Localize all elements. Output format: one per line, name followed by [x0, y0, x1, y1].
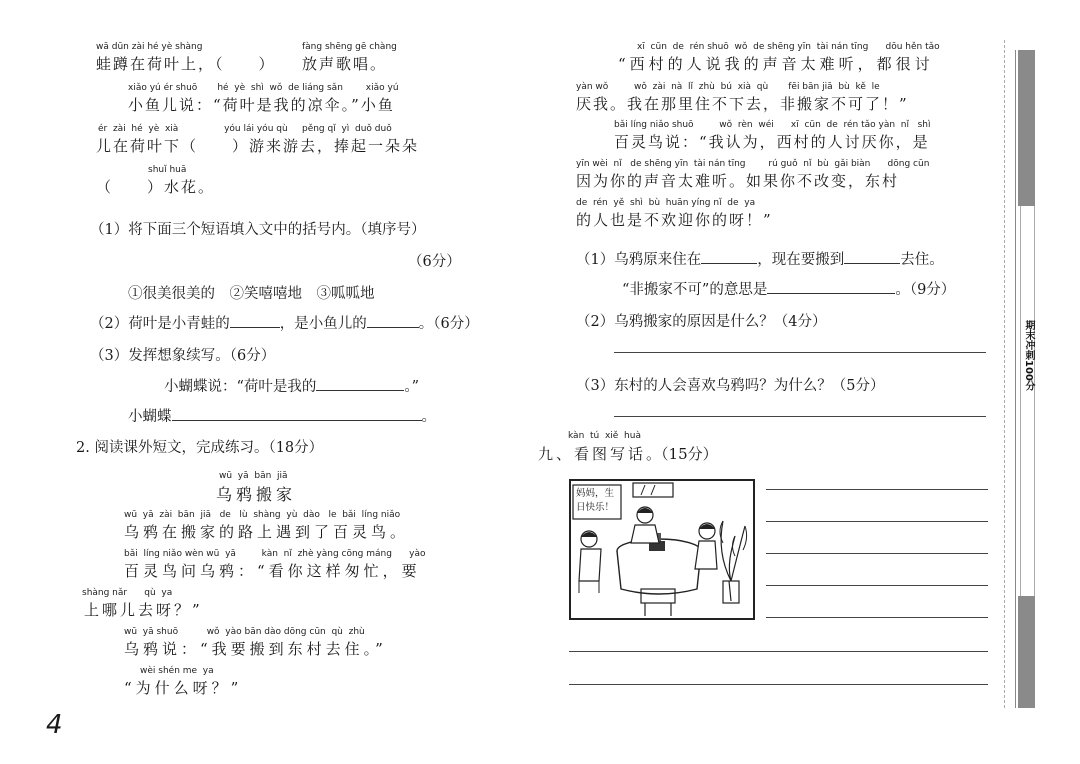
question-2	[90, 312, 479, 333]
pinyin-line: shuǐ huā	[148, 165, 187, 175]
pinyin-line: wū yā shuō wǒ yào bān dào dōng cūn qù zhù	[124, 627, 365, 637]
text-line: 百灵鸟说：“我认为，西村的人讨厌你，是	[614, 133, 930, 151]
pinyin-line: ér zài hé yè xià yóu lái yóu qù pěng qǐ yì duǒ duǒ	[98, 124, 392, 134]
butterfly-line-2	[128, 405, 436, 426]
question-1-score: （6分）	[408, 254, 461, 270]
story-title: 乌鸦搬家	[216, 485, 297, 504]
section-9-title: 看图写话	[574, 445, 647, 463]
text-line: 儿在荷叶下（ ）游来游去，捧起一朵朵	[96, 137, 420, 155]
sidebar-bar-top	[1018, 50, 1035, 206]
section-9-number: 九、	[538, 445, 575, 463]
section-9-heading	[538, 443, 718, 464]
writing-line[interactable]	[766, 489, 988, 490]
pinyin-line: yàn wǒ wǒ zài nà lǐ zhù bú xià qù fēi bān jiā bù kě le	[576, 82, 880, 92]
text-line: “西村的人说我的声音太难听，都很讨	[618, 55, 934, 73]
pinyin-line: wā dūn zài hé yè shàng	[96, 42, 203, 52]
pinyin-line: de rén yě shì bù huān yíng nǐ de ya	[576, 198, 756, 208]
question-2-text-c: 。（6分）	[418, 316, 479, 332]
writing-line[interactable]	[766, 553, 988, 554]
pinyin-line: xiǎo yú ér shuō hé yè shì wǒ de liáng sǎn xiǎo yú	[128, 83, 399, 93]
writing-line[interactable]	[766, 585, 988, 586]
butterfly-text-b: 。”	[404, 379, 420, 395]
pinyin-line: fàng shēng gē chàng	[302, 42, 397, 52]
right-question-3: （3）东村的人会喜欢乌鸦吗？为什么？（5分）	[576, 378, 885, 394]
right-q1-text-e: 。（9分）	[895, 282, 956, 298]
answer-blank[interactable]	[172, 408, 422, 421]
right-q1-text-d: “非搬家不可”的意思是	[622, 282, 768, 298]
birthday-sign: 妈妈，生日快乐！	[576, 488, 615, 513]
options: ①很美很美的 ②笑嘻嘻地 ③呱呱地	[128, 286, 375, 302]
section-9-score: 。（15分）	[646, 445, 718, 463]
section-2-heading: 2. 阅读课外短文，完成练习。（18分）	[76, 440, 324, 456]
answer-blank[interactable]	[316, 378, 404, 391]
pinyin-line: wèi shén me ya	[140, 666, 214, 676]
answer-blank[interactable]	[844, 251, 900, 264]
answer-line[interactable]	[614, 416, 986, 417]
answer-blank[interactable]	[701, 251, 757, 264]
sidebar-title: 期末冲刺100分	[1023, 320, 1034, 391]
writing-line[interactable]	[569, 684, 988, 685]
pinyin-line: bǎi líng niǎo wèn wū yā kàn nǐ zhè yàng cōng máng yào	[124, 549, 426, 559]
text-line: “为什么呀？”	[124, 679, 243, 697]
answer-line[interactable]	[614, 352, 986, 353]
text-line: 上哪儿去呀？”	[84, 601, 203, 619]
answer-blank[interactable]	[230, 315, 280, 328]
right-q1-text-a: （1）乌鸦原来住在	[576, 252, 702, 268]
pinyin-line: bǎi líng niǎo shuō wǒ rèn wéi xī cūn de rén tǎo yàn nǐ shì	[614, 120, 931, 130]
text-line: 乌鸦说：“我要搬到东村去住。”	[124, 640, 387, 658]
butterfly-line-1	[164, 375, 419, 396]
text-line: 乌鸦在搬家的路上遇到了百灵鸟。	[124, 523, 410, 541]
text-line: 蛙蹲在荷叶上，（ ）	[96, 55, 276, 73]
right-q1-text-c: 去住。	[900, 252, 944, 268]
pinyin-line: wū yā zài bān jiā de lù shàng yù dào le bǎi líng niǎo	[124, 510, 401, 520]
right-question-2: （2）乌鸦搬家的原因是什么？（4分）	[576, 314, 827, 330]
section-9-pinyin: kàn tú xiě huà	[568, 431, 641, 441]
text-line: 因为你的声音太难听。如果你不改变，东村	[576, 172, 900, 190]
writing-line[interactable]	[766, 617, 988, 618]
story-title-pinyin: wū yā bān jiā	[219, 471, 288, 481]
butterfly-end: 。	[421, 409, 436, 425]
writing-line[interactable]	[766, 521, 988, 522]
sidebar-bar-bottom	[1018, 596, 1035, 708]
pinyin-line: shàng nǎr qù ya	[82, 588, 173, 598]
text-line: 厌我。我在那里住不下去，非搬家不可了！”	[576, 95, 909, 113]
sidebar-bar-middle	[1020, 206, 1035, 596]
pinyin-line: xī cūn de rén shuō wǒ de shēng yīn tài nán tīng dōu hěn tǎo	[637, 42, 940, 52]
text-line: 的人也是不欢迎你的呀！”	[576, 211, 773, 229]
text-line: 小鱼儿说：“荷叶是我的凉伞。”小鱼	[128, 96, 395, 114]
question-1: （1）将下面三个短语填入文中的括号内。（填序号）	[90, 222, 426, 238]
right-q1-text-b: ，现在要搬到	[757, 252, 845, 268]
answer-blank[interactable]	[367, 315, 419, 328]
right-question-1-b	[622, 278, 955, 299]
question-2-text-b: ，是小鱼儿的	[279, 316, 367, 332]
pinyin-line: yīn wèi nǐ de shēng yīn tài nán tīng rú guǒ nǐ bù gǎi biàn dōng cūn	[576, 159, 930, 169]
butterfly-text: 小蝴蝶	[128, 409, 172, 425]
text-line: 放声歌唱。	[302, 55, 388, 73]
page-number: 4	[46, 710, 63, 740]
birthday-picture	[569, 479, 755, 620]
cut-line	[1004, 40, 1006, 708]
butterfly-text-a: 小蝴蝶说：“荷叶是我的	[164, 379, 317, 395]
right-question-1	[576, 248, 944, 269]
text-line: 百灵鸟问乌鸦：“看你这样匆忙，要	[124, 562, 421, 580]
text-line: （ ）水花。	[96, 178, 216, 196]
question-2-text-a: （2）荷叶是小青蛙的	[90, 316, 230, 332]
answer-blank[interactable]	[767, 281, 895, 294]
writing-line[interactable]	[569, 651, 988, 652]
question-3: （3）发挥想象续写。（6分）	[90, 348, 276, 364]
